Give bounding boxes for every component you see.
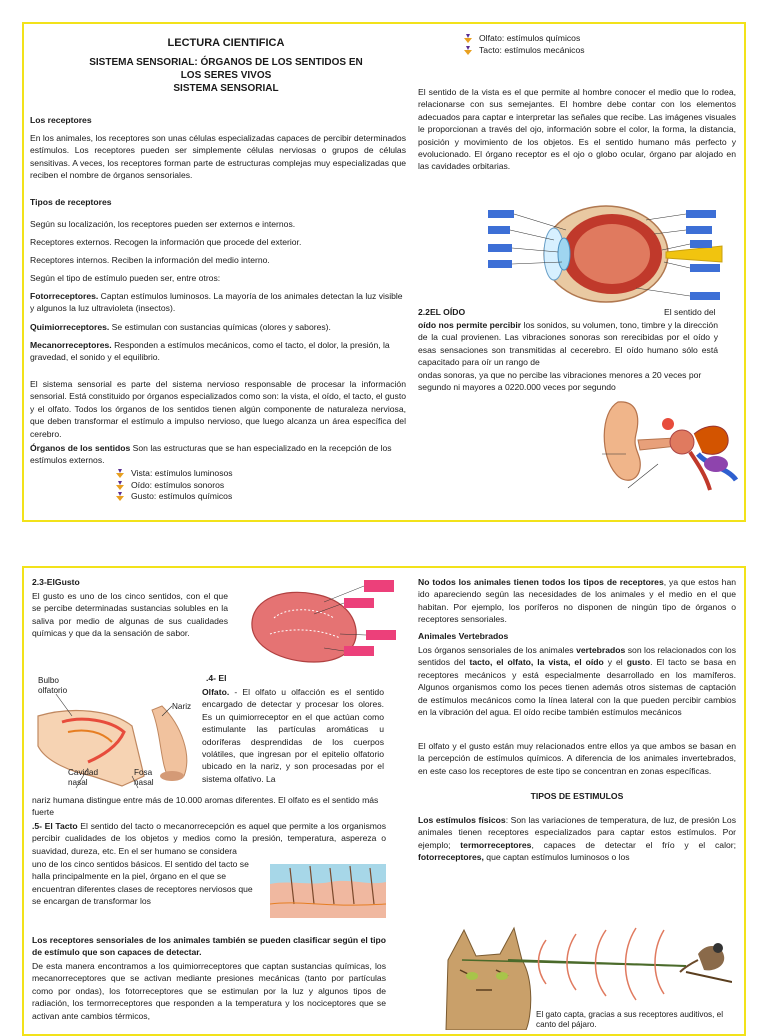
nose-label-cavidad: Cavidad nasal [68,768,99,787]
notodos-text: , ya que estos han ido apareciendo según las necesidades de los animales y el medio en el que habitan. Por ejemplo, los poríferos no disponen de ningún tipo de órganos o receptores sensoriales. [418,577,736,625]
tongue-diagram-image [244,578,406,670]
oido-heading: 2.2EL OÍDO [418,307,466,317]
fotorreceptores-label: Fotorreceptores. [30,291,99,301]
oido-bold: oído nos permite percibir [418,320,522,330]
notodos-bold: No todos los animales tienen todos los tipos de receptores [418,577,664,587]
tipos-paragraph-3: Receptores internos. Reciben la información del medio interno. [30,255,270,265]
doc-title: LECTURA CIENTIFICA [167,37,285,49]
tipos-paragraph-4: Según el tipo de estímulo pueden ser, entre otros: [30,273,221,283]
gusto-paragraph: El gusto es uno de los cinco sentidos, con el que se percibe determinadas sustancias solubles en la saliva por medio de algunas de sus cualidades químicas y que da la sensación de sabor. [32,591,228,639]
eye-diagram-image [486,200,726,308]
olfato-continuation: nariz humana distingue entre más de 10.000 aromas diferentes. El olfato es el sentido más fuerte [32,795,379,818]
olfato-text: - El olfato u olfacción es el sentido encargado de detectar y procesar los olores. Es un quimiorreceptor en el que actúan como estimulante las partículas aromáticas u odoríferas desprendidas de los cuerpos volátiles, que ingresan por el epitelio olfatorio ubicado en la nariz, y son procesadas por el sistema olfativo. La [202,687,384,784]
receptores-paragraph: En los animales, los receptores son unas células especializadas capaces de percibir determinados estímulos. Los receptores pueden ser simplemente células nerviosas o grupos de células sensitivas. A veces, los receptores forman parte de estructuras complejas muy especializadas que reciben el nombre de órganos sensoriales. [30,133,406,181]
tipos-heading: Tipos de receptores [30,197,112,207]
organos-paragraph [30,442,406,467]
notodos-paragraph [418,576,736,626]
receptores-heading: Los receptores [30,115,92,125]
gusto-heading: 2.3-ElGusto [32,577,80,587]
mecanorreceptores-paragraph [30,339,406,364]
oido-paragraph-cont: ondas sonoras, ya que no percibe las vibraciones menores a 20 veces por segundo ni mayores a 0220.000 veces por segundo [418,370,702,393]
tipos-paragraph-1: Según su localización, los receptores pueden ser externos e internos. [30,219,296,229]
receptores-paragraph: De esta manera encontramos a los quimiorreceptores que captan sustancias químicas, los mecanorreceptores que se activan mediante presiones mecánicas (tanto por partículas como por ondas), los fotorreceptores que se estimulan por la luz y algunos tipos de radiación, los termorreceptores que responden a la temperatura y los nociceptores que se activan ante cambios térmicos, [32,961,386,1021]
doc-subtitle-3: SISTEMA SENSORIAL [173,83,279,94]
oido-paragraph [418,319,718,369]
list-item: Gusto: estímulos químicos [116,491,233,503]
tacto-paragraph [32,820,386,857]
skin-diagram-image [270,864,386,918]
quimiorreceptores-text: Se estimulan con sustancias químicas (olores y sabores). [109,322,331,332]
fotorreceptores-text: Captan estímulos luminosos. La mayoría de los animales detectan la luz visible y algunos la luz ultravioleta (insectos). [30,291,403,314]
fotorreceptores-paragraph [30,290,406,315]
doc-subtitle-2: LOS SERES VIVOS [180,70,272,81]
olfato-gusto-paragraph: El olfato y el gusto están muy relacionados entre ellos ya que ambos se basan en la percepción de estímulos químicos. A diferencia de los animales invertebrados, en este caso los receptores de este tipo se concentran en zonas específicas. [418,741,736,776]
arrow-bullet-icon [116,469,125,478]
fisicos-paragraph: Los estímulos físicos: Son las variaciones de temperatura, de luz, de presión Los animales tienen receptores especializados para captar estos estímulos. Por ejemplo; termorreceptores, capaces de detectar el frío y el calor; fotorreceptores, que captan estímulos luminosos o los [418,815,737,863]
arrow-bullet-icon [116,492,125,501]
sistema-paragraph: El sistema sensorial es parte del sistema nervioso responsable de procesar la información sensorial. Está constituido por órganos especializados como son: la vista, el oído, el tacto, el gusto y el olfato. Todos los órganos de los sentidos tienen algún componente de naturaleza nerviosa, que deben transformar el estímulo a impulso nervioso, que luego alcanza un área específica del cerebro. [30,379,406,439]
olfato-label: Olfato. [202,687,230,697]
tacto-label: .5- El Tacto [32,821,78,831]
quimiorreceptores-paragraph [30,321,406,333]
list-item: Oído: estímulos sonoros [116,480,233,492]
nose-label-nariz: Nariz [172,702,192,711]
list-item: Vista: estímulos luminosos [116,468,233,480]
tipos-estimulos-heading: TIPOS DE ESTIMULOS [530,791,624,801]
page-2 [22,566,746,1036]
oido-text: los sonidos, su volumen, tono, timbre y la dirección de la cual provienen. Las vibraciones sonoras son rerecibidas por el oído y esas sensaciones son transmitidas al cecerebro. El oído humano sólo está capacitado para oír un rango de [418,320,718,368]
oido-heading-continuation: El sentido del [664,307,716,317]
senses-list-left [116,468,233,503]
ear-diagram-image [598,394,742,494]
vertebrados-heading: Animales Vertebrados [418,631,509,641]
senses-list-right [464,33,585,56]
mecanorreceptores-text: Responden a estímulos mecánicos, como el tacto, el dolor, la presión, la gravedad, el sonido y el equilibrio. [30,340,390,363]
vista-paragraph: El sentido de la vista es el que permite al hombre conocer el medio que lo rodea, relacionarse con sus semejantes. El hombre debe contar con los elementos adecuados para captar e interpretar las señales que recibe. Las imágenes visuales le proporcionan a través del ojo, información sobre el color, la forma, la distancia, posición y movimiento de los objetos. Es el sentido humano más perfecto y evolucionado. El órgano receptor es el ojo o globo ocular, órgano par alojado en las cavidades orbitarias. [418,87,736,172]
receptores-bold-paragraph: Los receptores sensoriales de los animales también se pueden clasificar según el tipo de estímulo que son capaces de detectar. [32,935,386,958]
olfato-paragraph [202,686,384,785]
vertebrados-paragraph: Los órganos sensoriales de los animales vertebrados son los relacionados con los sentidos del tacto, el olfato, la vista, el oído y el gusto. El tacto se basa en receptores mecánicos y está especialmente desarrollado en los mamíferos. Algunos organismos como los peces tienen además otros sistemas de captación de estímulos mecánicos como la línea lateral con la que pueden percibir cambios en la vibración del agua. El oído recibe también estímulos mecánicos [418,645,736,718]
mecanorreceptores-label: Mecanorreceptores. [30,340,112,350]
cat-caption: El gato capta, gracias a sus receptores auditivos, el canto del pájaro. [536,1010,724,1030]
quimiorreceptores-label: Quimiorreceptores. [30,322,110,332]
nose-label-fosa: Fosa nasal [134,768,154,787]
list-item: Olfato: estímulos químicos [464,33,585,45]
doc-subtitle-1: SISTEMA SENSORIAL: ÓRGANOS DE LOS SENTIDOS EN [89,57,363,68]
organos-label: Órganos de los sentidos [30,443,131,453]
tipos-paragraph-2: Receptores externos. Recogen la información que procede del exterior. [30,237,302,247]
list-item: Tacto: estímulos mecánicos [464,45,585,57]
page-1 [22,22,746,522]
nose-label-bulbo: Bulbo olfatorio [38,676,68,695]
arrow-bullet-icon [464,34,473,43]
tacto-continuation: uno de los cinco sentidos básicos. El sentido del tacto se halla principalmente en la piel, órgano en el que se encuentran diferentes clases de receptores nerviosos que se encargan de transformar los [32,859,253,907]
arrow-bullet-icon [116,481,125,490]
organos-text: Son las estructuras que se han especializado en la recepción de los estímulos externos. [30,443,392,466]
tacto-text: El sentido del tacto o mecanorrecepción es aquel que permite a los organismos percibir cualidades de los objetos y medios como la presión, temperatura, aspereza o suavidad, dureza, etc. En el ser humano se considera [32,821,386,856]
arrow-bullet-icon [464,46,473,55]
olfato-number: .4- El [206,673,227,683]
